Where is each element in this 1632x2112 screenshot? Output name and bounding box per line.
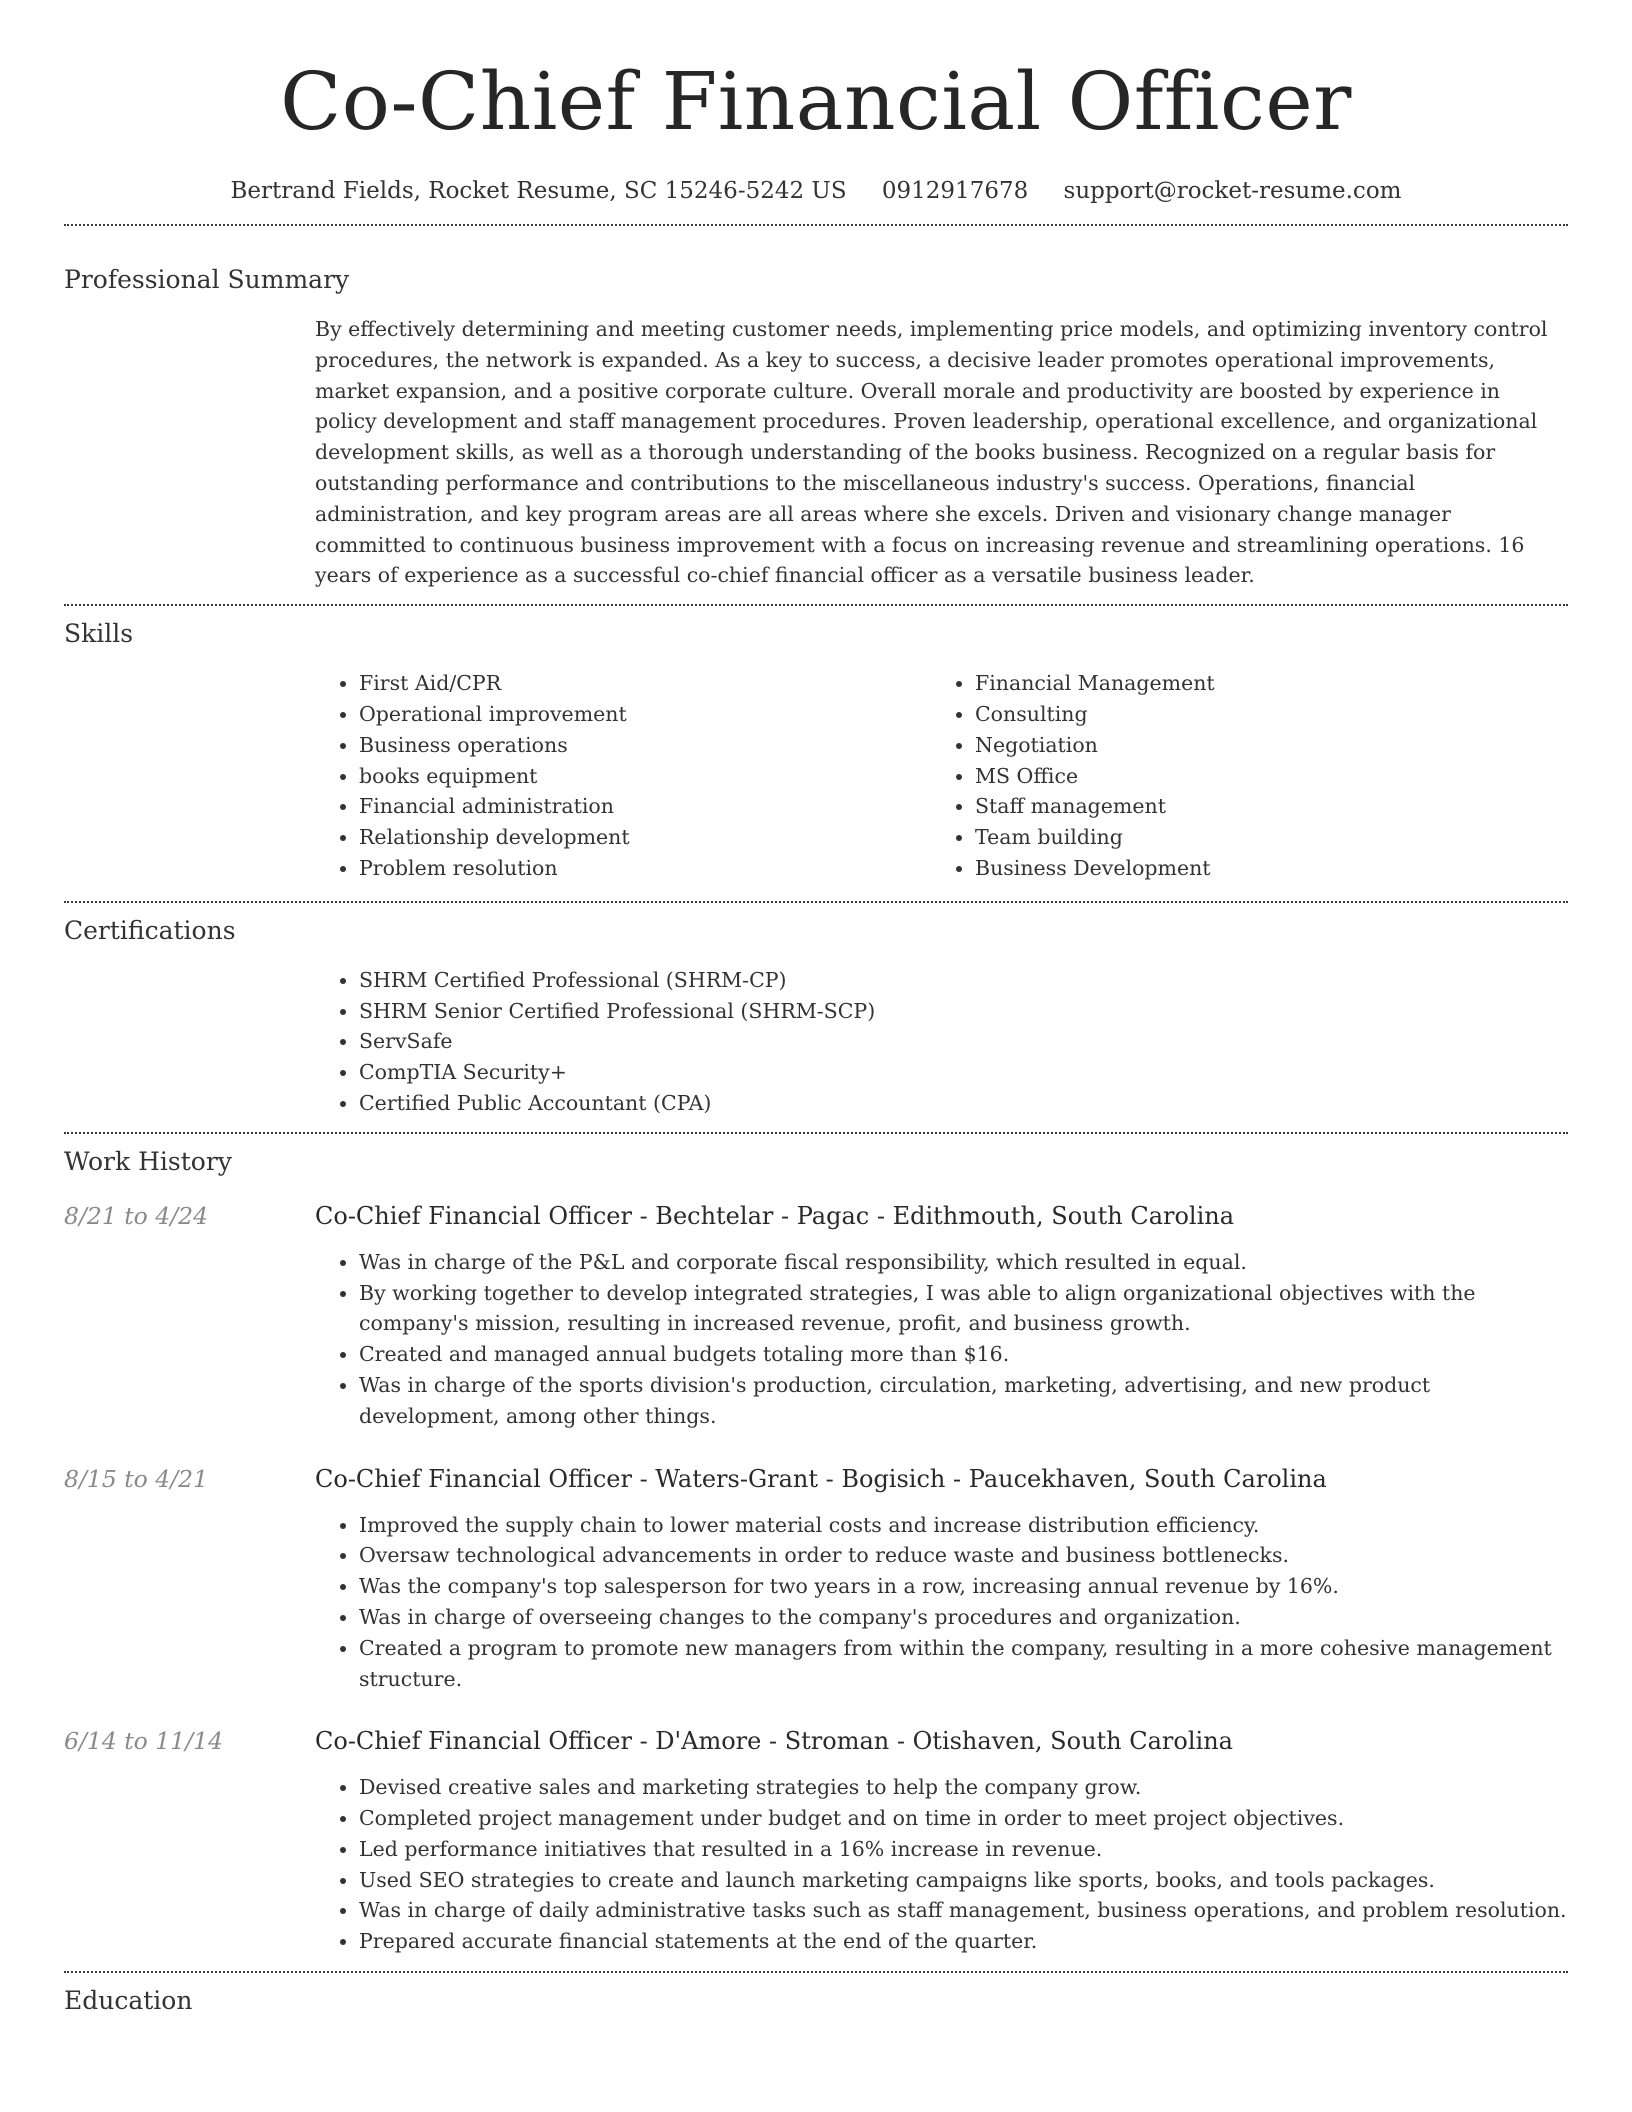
skill-item: • Staff management	[975, 791, 1568, 822]
education-heading: Education	[64, 1986, 193, 2016]
job-entry	[64, 1199, 1568, 1432]
job-dates: 8/21 to 4/24	[64, 1201, 209, 1230]
skills-list-left	[315, 668, 931, 884]
job-bullet: • Used SEO strategies to create and launch marketing campaigns like sports, books, and tools packages.	[359, 1865, 1568, 1896]
job-entry	[64, 1462, 1568, 1695]
job-title: Co-Chief Financial Officer - Bechtelar - Pagac - Edithmouth, South Carolina	[315, 1201, 1235, 1230]
summary-section	[64, 226, 1568, 591]
job-bullet: • By working together to develop integrated strategies, I was able to align organizational objectives with the company's mission, resulting in increased revenue, profit, and business growth.	[359, 1278, 1568, 1340]
job-bullet: • Created a program to promote new managers from within the company, resulting in a more cohesive management structure.	[359, 1633, 1568, 1695]
job-bullet: • Was in charge of overseeing changes to the company's procedures and organization.	[359, 1602, 1568, 1633]
certifications-heading: Certifications	[64, 915, 236, 945]
skill-item: • Business operations	[359, 730, 931, 761]
contact-address: Bertrand Fields, Rocket Resume, SC 15246-5242 US	[230, 178, 847, 204]
certification-item: • SHRM Certified Professional (SHRM-CP)	[359, 965, 1568, 996]
job-header	[64, 1724, 1568, 1758]
skill-item: • Business Development	[975, 853, 1568, 884]
job-bullets	[315, 1510, 1568, 1695]
summary-text: By effectively determining and meeting customer needs, implementing price models, and optimizing inventory control procedures, the network is expanded. As a key to success, a decisive leader promotes operational improvements, market expansion, and a positive corporate culture. Overall morale and productivity are boosted by experience in policy development and staff management procedures. Proven leadership, operational excellence, and organizational development skills, as well as a thorough understanding of the books business. Recognized on a regular basis for outstanding performance and contributions to the miscellaneous industry's success. Operations, financial administration, and key program areas are all areas where she excels. Driven and visionary change manager committed to continuous business improvement with a focus on increasing revenue and streamlining operations. 16 years of experience as a successful co-chief financial officer as a versatile business leader.	[315, 317, 1548, 588]
job-header	[64, 1462, 1568, 1496]
skill-item: • Problem resolution	[359, 853, 931, 884]
skill-item: • MS Office	[975, 761, 1568, 792]
job-bullet: • Devised creative sales and marketing strategies to help the company grow.	[359, 1772, 1568, 1803]
job-bullet-list	[315, 1247, 1568, 1432]
job-bullet: • Was in charge of the sports division's production, circulation, marketing, advertising, and new product development, among other things.	[359, 1370, 1568, 1432]
job-bullet: • Created and managed annual budgets totaling more than $16.	[359, 1339, 1568, 1370]
summary-content	[315, 314, 1568, 591]
contact-email: support@rocket-resume.com	[1063, 178, 1402, 204]
skill-item: • Consulting	[975, 699, 1568, 730]
job-bullets	[315, 1772, 1568, 1957]
certifications-list	[315, 965, 1568, 1119]
job-bullet: • Led performance initiatives that resulted in a 16% increase in revenue.	[359, 1834, 1568, 1865]
skills-list-right	[931, 668, 1568, 884]
skill-item: • Financial Management	[975, 668, 1568, 699]
job-bullet: • Prepared accurate financial statements at the end of the quarter.	[359, 1926, 1568, 1957]
job-title: Co-Chief Financial Officer - D'Amore - Stroman - Otishaven, South Carolina	[315, 1727, 1233, 1756]
job-bullet-list	[315, 1510, 1568, 1695]
job-bullets	[315, 1247, 1568, 1432]
job-bullet: • Was in charge of the P&L and corporate fiscal responsibility, which resulted in equal.	[359, 1247, 1568, 1278]
certification-item: • SHRM Senior Certified Professional (SHRM-SCP)	[359, 996, 1568, 1027]
certifications-section	[64, 903, 1568, 1119]
job-bullet: • Was the company's top salesperson for two years in a row, increasing annual revenue by 16%.	[359, 1571, 1568, 1602]
skill-item: • Relationship development	[359, 822, 931, 853]
work-history-heading: Work History	[64, 1146, 232, 1176]
job-bullet: • Improved the supply chain to lower material costs and increase distribution efficiency.	[359, 1510, 1568, 1541]
job-dates: 8/15 to 4/21	[64, 1464, 209, 1493]
job-bullet-list	[315, 1772, 1568, 1957]
skill-item: • Team building	[975, 822, 1568, 853]
work-history-section	[64, 1134, 1568, 1957]
job-title: Co-Chief Financial Officer - Waters-Grant - Bogisich - Paucekhaven, South Carolina	[315, 1464, 1327, 1493]
certifications-content	[315, 965, 1568, 1119]
skill-item: • books equipment	[359, 761, 931, 792]
job-bullet: • Was in charge of daily administrative tasks such as staff management, business operations, and problem resolution.	[359, 1895, 1568, 1926]
contact-line	[64, 174, 1568, 208]
resume-title: Co-Chief Financial Officer	[280, 55, 1352, 148]
job-bullet: • Completed project management under budget and on time in order to meet project objectives.	[359, 1803, 1568, 1834]
job-bullet: • Oversaw technological advancements in order to reduce waste and business bottlenecks.	[359, 1540, 1568, 1571]
certification-item: • CompTIA Security+	[359, 1057, 1568, 1088]
skills-grid	[315, 668, 1568, 884]
skill-item: • First Aid/CPR	[359, 668, 931, 699]
skill-item: • Negotiation	[975, 730, 1568, 761]
job-dates: 6/14 to 11/14	[64, 1727, 224, 1756]
contact-phone: 0912917678	[881, 178, 1029, 204]
skills-section	[64, 606, 1568, 884]
summary-heading: Professional Summary	[64, 265, 350, 294]
skills-heading: Skills	[64, 619, 134, 649]
skill-item: • Operational improvement	[359, 699, 931, 730]
education-section	[64, 1973, 1568, 2018]
job-entry	[64, 1724, 1568, 1957]
certification-item: • ServSafe	[359, 1026, 1568, 1057]
job-header	[64, 1199, 1568, 1233]
certification-item: • Certified Public Accountant (CPA)	[359, 1088, 1568, 1119]
skill-item: • Financial administration	[359, 791, 931, 822]
resume-header	[64, 0, 1568, 208]
